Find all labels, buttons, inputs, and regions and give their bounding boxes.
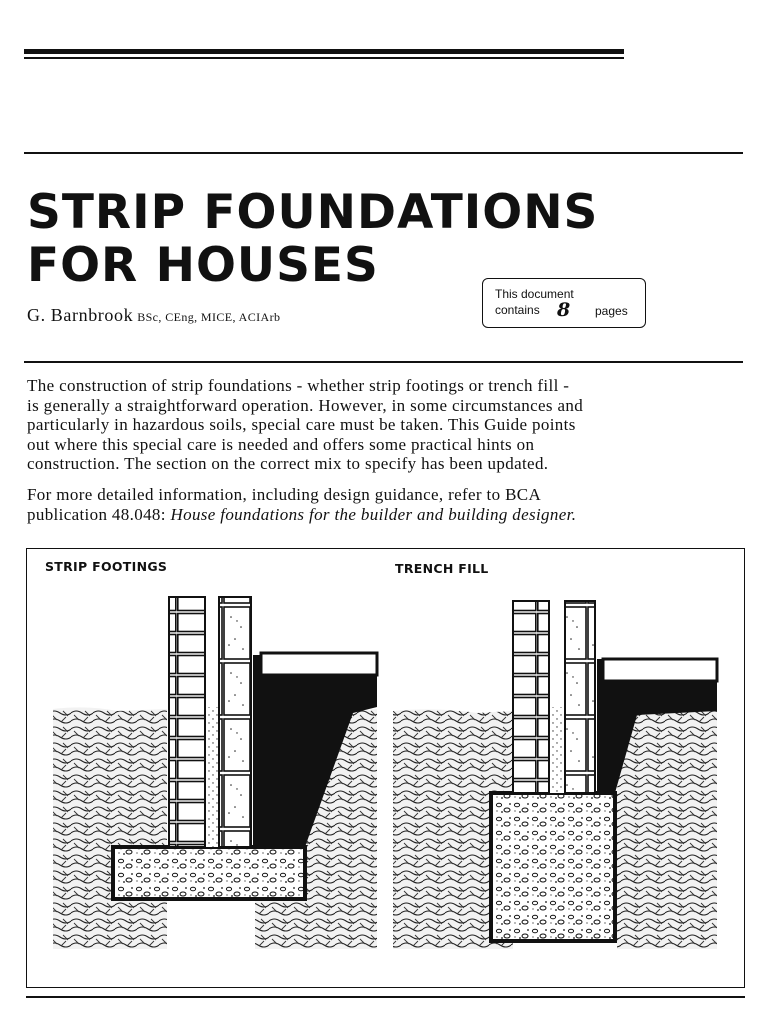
more-info-line-1: For more detailed information, including design guidance, refer to BCA (27, 485, 542, 504)
trench-concrete-fill (491, 793, 615, 941)
more-info-prefix: publication 48.048: (27, 505, 171, 524)
trench-fill-diagram (393, 601, 717, 949)
strip-outer-brick-leaf (169, 597, 205, 847)
strip-floor-slab (261, 653, 377, 675)
more-info-paragraph (27, 485, 727, 525)
page-count-line-1: This document (495, 287, 574, 301)
page-count-box (482, 278, 646, 328)
trench-soil-right (617, 709, 717, 949)
page-count-number: 8 (557, 299, 571, 321)
strip-footings-diagram (53, 597, 377, 949)
intro-line-1: The construction of strip foundations - whether strip footings or trench fill - (27, 376, 570, 395)
page-count-unit: pages (595, 304, 628, 318)
header-rule (24, 152, 743, 154)
trench-cavity-fill (549, 707, 565, 793)
author-name: G. Barnbrook (27, 305, 134, 325)
section-rule (24, 361, 743, 363)
intro-paragraph (27, 376, 717, 474)
foundation-diagram-figure (26, 548, 745, 988)
intro-line-3: particularly in hazardous soils, special care must be taken. This Guide points (27, 415, 576, 434)
top-rule-thin (24, 57, 624, 59)
publication-title: House foundations for the builder and building designer. (170, 505, 577, 524)
intro-line-2: is generally a straightforward operation. However, in some circumstances and (27, 395, 584, 415)
intro-line-4: out where this special care is needed and offers some practical hints on (27, 434, 535, 454)
author-line (27, 305, 280, 326)
author-qualifications: BSc, CEng, MICE, ACIArb (137, 310, 281, 324)
top-rule-thick (24, 49, 624, 54)
strip-footings-label: STRIP FOOTINGS (45, 559, 168, 574)
strip-soil-left (53, 707, 167, 949)
page-count-line-2: contains (495, 303, 540, 317)
title-line-2: FOR HOUSES (27, 238, 379, 293)
trench-outer-brick-leaf (513, 601, 549, 793)
foundation-diagrams (27, 549, 746, 989)
trench-fill-label: TRENCH FILL (395, 561, 489, 576)
intro-line-5: construction. The section on the correct mix to specify has been updated. (27, 454, 549, 473)
title-line-1: STRIP FOUNDATIONS (27, 185, 599, 240)
strip-concrete-footing (113, 847, 305, 899)
trench-inner-block-leaf (565, 601, 595, 793)
page-title (27, 186, 598, 292)
trench-floor-slab (603, 659, 717, 681)
more-info-line-2 (27, 505, 727, 525)
strip-inner-block-leaf (219, 597, 251, 847)
bottom-rule (26, 996, 745, 998)
